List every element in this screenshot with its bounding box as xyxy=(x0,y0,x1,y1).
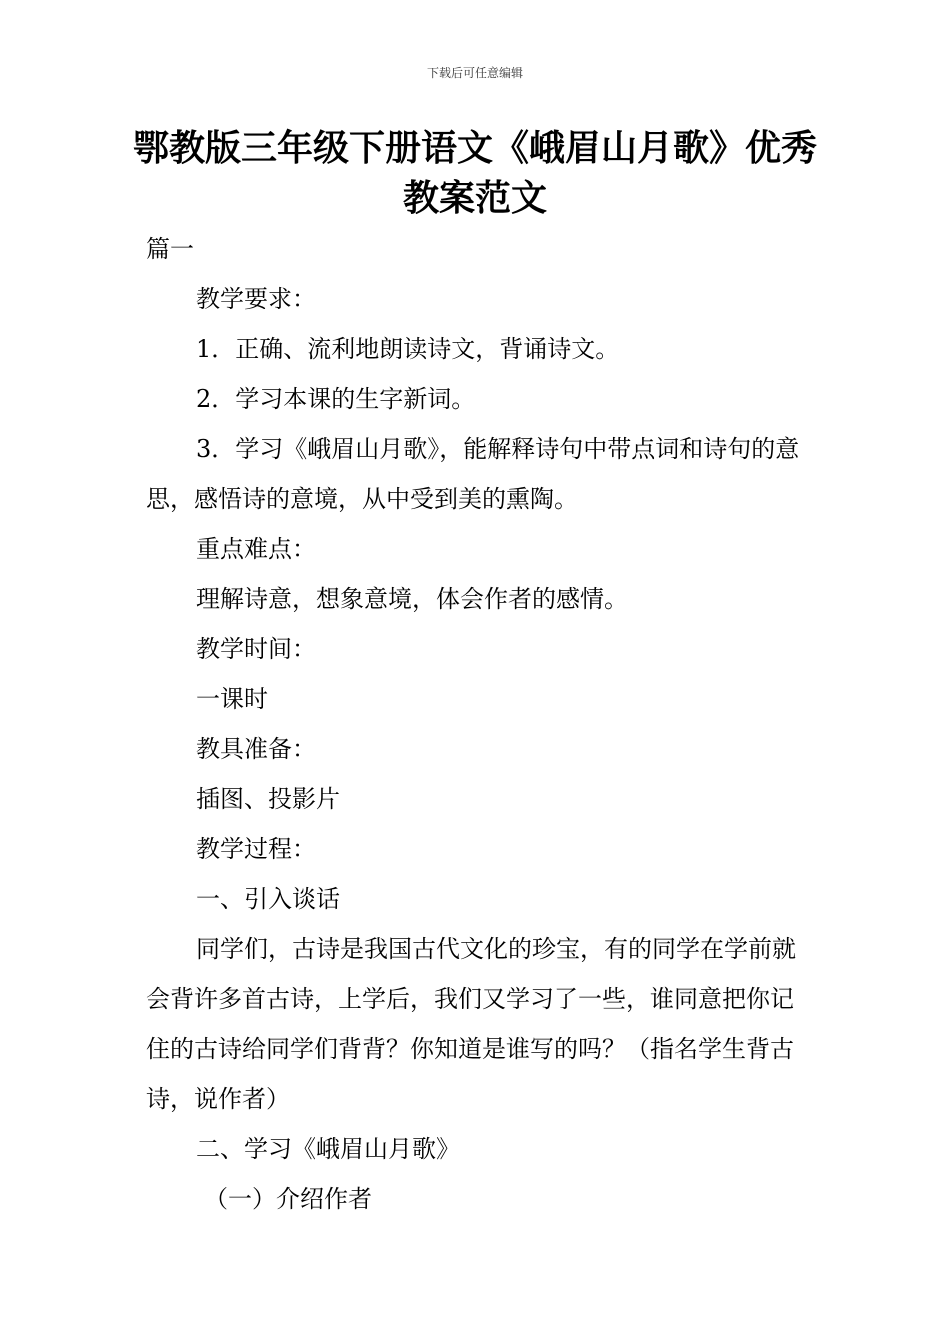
paragraph: 理解诗意，想象意境，体会作者的感情。 xyxy=(196,585,628,613)
paragraph: 1．正确、流利地朗读诗文，背诵诗文。 xyxy=(196,335,620,363)
paragraph: 插图、投影片 xyxy=(196,785,340,813)
document-body xyxy=(146,224,808,1224)
paragraph: 教学时间： xyxy=(196,635,316,663)
section-heading: 篇一 xyxy=(146,235,194,263)
paragraph: 一课时 xyxy=(196,685,268,713)
paragraph: 2．学习本课的生字新词。 xyxy=(196,385,476,413)
header-note: 下载后可任意编辑 xyxy=(426,66,523,80)
paragraph: 重点难点： xyxy=(196,535,316,563)
paragraph: 二、学习《峨眉山月歌》 xyxy=(196,1135,460,1163)
paragraph: 教学过程： xyxy=(196,835,316,863)
paragraph: 教学要求： xyxy=(196,285,316,313)
paragraph: 同学们，古诗是我国古代文化的珍宝，有的同学在学前就会背许多首古诗，上学后，我们又学习了一些，谁同意把你记住的古诗给同学们背背？你知道是谁写的吗？（指名学生背古诗，说作者） xyxy=(146,935,796,1113)
paragraph: 一、引入谈话 xyxy=(196,885,340,913)
paragraph: 3．学习《峨眉山月歌》，能解释诗句中带点词和诗句的意思，感悟诗的意境，从中受到美的熏陶。 xyxy=(146,435,800,513)
paragraph: 教具准备： xyxy=(196,735,316,763)
paragraph: （一）介绍作者 xyxy=(204,1185,372,1213)
document-title: 鄂教版三年级下册语文《峨眉山月歌》优秀教案范文 xyxy=(132,128,817,219)
